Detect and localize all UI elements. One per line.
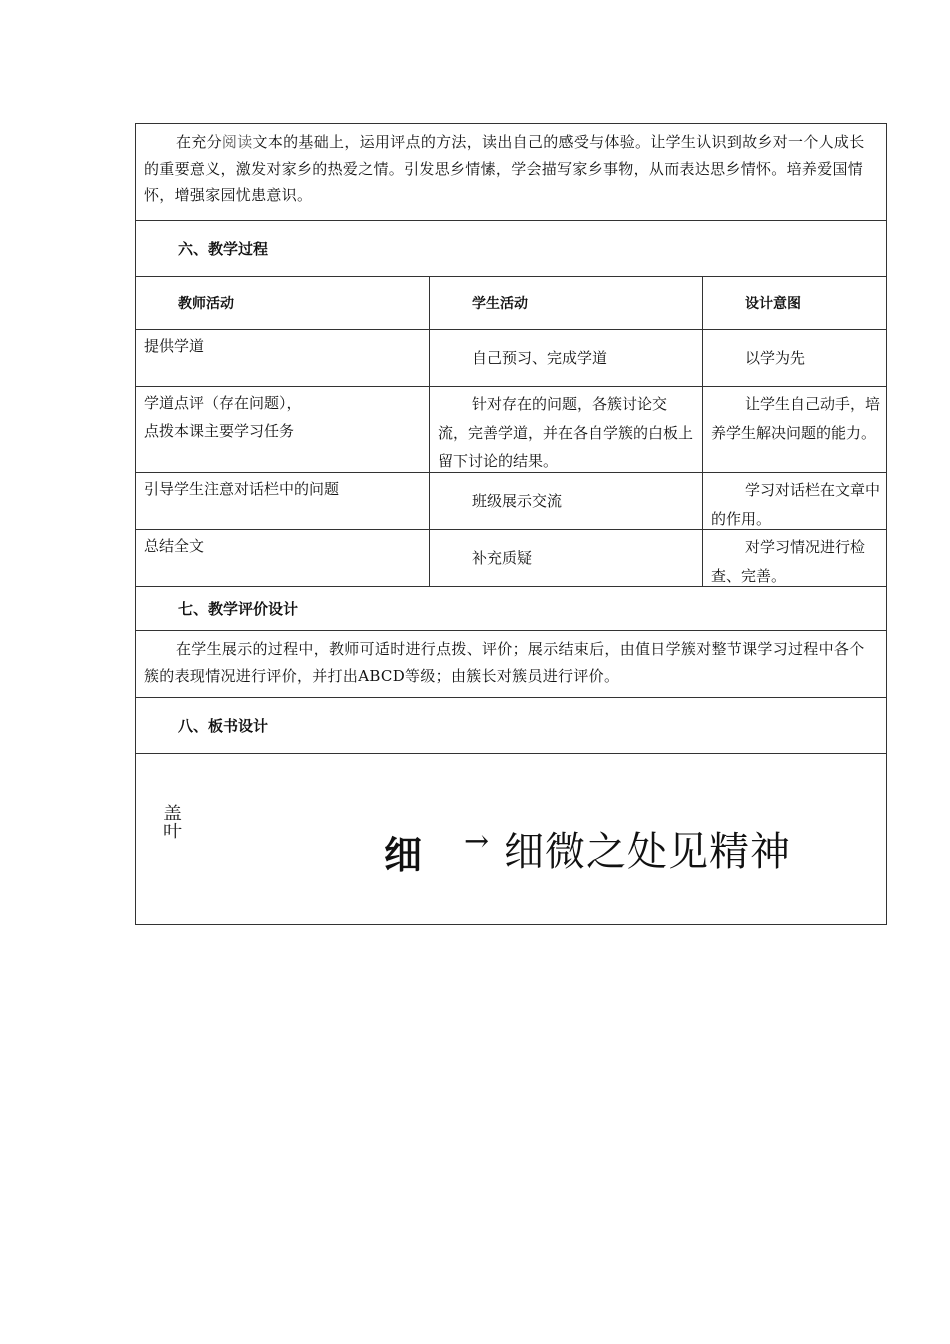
- header-student-label: 学生活动: [472, 296, 528, 312]
- board-key-character: 细: [384, 833, 423, 877]
- cell-student: 针对存在的问题，各簇讨论交流，完善学道，并在各自学簇的白板上留下讨论的结果。: [430, 387, 703, 472]
- cell-teacher: 学道点评（存在问题）， 点拨本课主要学习任务: [136, 387, 430, 472]
- objective-paragraph: [136, 124, 886, 221]
- cell-teacher: 提供学道: [136, 330, 430, 386]
- cell-student-text: 补充质疑: [472, 549, 533, 567]
- section-7-title: 七、教学评价设计: [178, 600, 299, 618]
- cell-student: [430, 530, 703, 586]
- table-row: [136, 387, 886, 473]
- table-row: [136, 530, 886, 587]
- section-6-heading: [136, 221, 886, 277]
- section-7-heading: [136, 587, 886, 631]
- cell-intent-text: 以学为先: [745, 349, 806, 367]
- cell-student-text: 自己预习、完成学道: [472, 349, 608, 367]
- lesson-plan-table: [135, 123, 887, 925]
- header-teacher-label: 教师活动: [178, 296, 234, 312]
- header-intent: [703, 277, 886, 329]
- cell-intent: 学习对话栏在文章中的作用。: [711, 481, 881, 528]
- table-row: [136, 473, 886, 530]
- objective-text-highlight: 阅读: [221, 133, 253, 151]
- arrow-right-icon: →: [464, 824, 490, 859]
- cell-teacher: 引导学生注意对话栏中的问题: [136, 473, 430, 529]
- cell-intent: [703, 330, 886, 386]
- table-header-row: [136, 277, 886, 330]
- cell-teacher: 总结全文: [136, 530, 430, 586]
- cell-intent: 对学习情况进行检查、完善。: [711, 538, 866, 585]
- section-8-heading: [136, 698, 886, 754]
- cell-student: [430, 473, 703, 529]
- header-intent-label: 设计意图: [745, 296, 801, 312]
- cell-student: [430, 330, 703, 386]
- header-student: [430, 277, 703, 329]
- table-row: [136, 330, 886, 387]
- cell-intent: 让学生自己动手，培养学生解决问题的能力。: [711, 395, 881, 442]
- cell-student-text: 班级展示交流: [472, 492, 563, 510]
- header-teacher: [136, 277, 430, 329]
- section-6-title: 六、教学过程: [178, 240, 269, 258]
- evaluation-paragraph: 在学生展示的过程中，教师可适时进行点拨、评价；展示结束后，由值日学簇对整节课学习过程中各个簇的表现情况进行评价，并打出ABCD等级；由簇长对簇员进行评价。: [136, 631, 886, 698]
- blackboard-design: [136, 754, 886, 924]
- objective-text-post: 文本的基础上，运用评点的方法，读出自己的感受与体验。让学生认识到故乡对一个人成长的重要意义，激发对家乡的热爱之情。引发思乡情愫，学会描写家乡事物，从而表达思乡情怀。培养爱国情怀，增强家园忧患意识。: [144, 133, 865, 204]
- section-8-title: 八、板书设计: [178, 717, 269, 735]
- board-theme-phrase: 细微之处见精神: [504, 829, 791, 875]
- board-vertical-text: 盖叶: [160, 804, 182, 840]
- objective-text-pre: 在充分: [176, 133, 222, 151]
